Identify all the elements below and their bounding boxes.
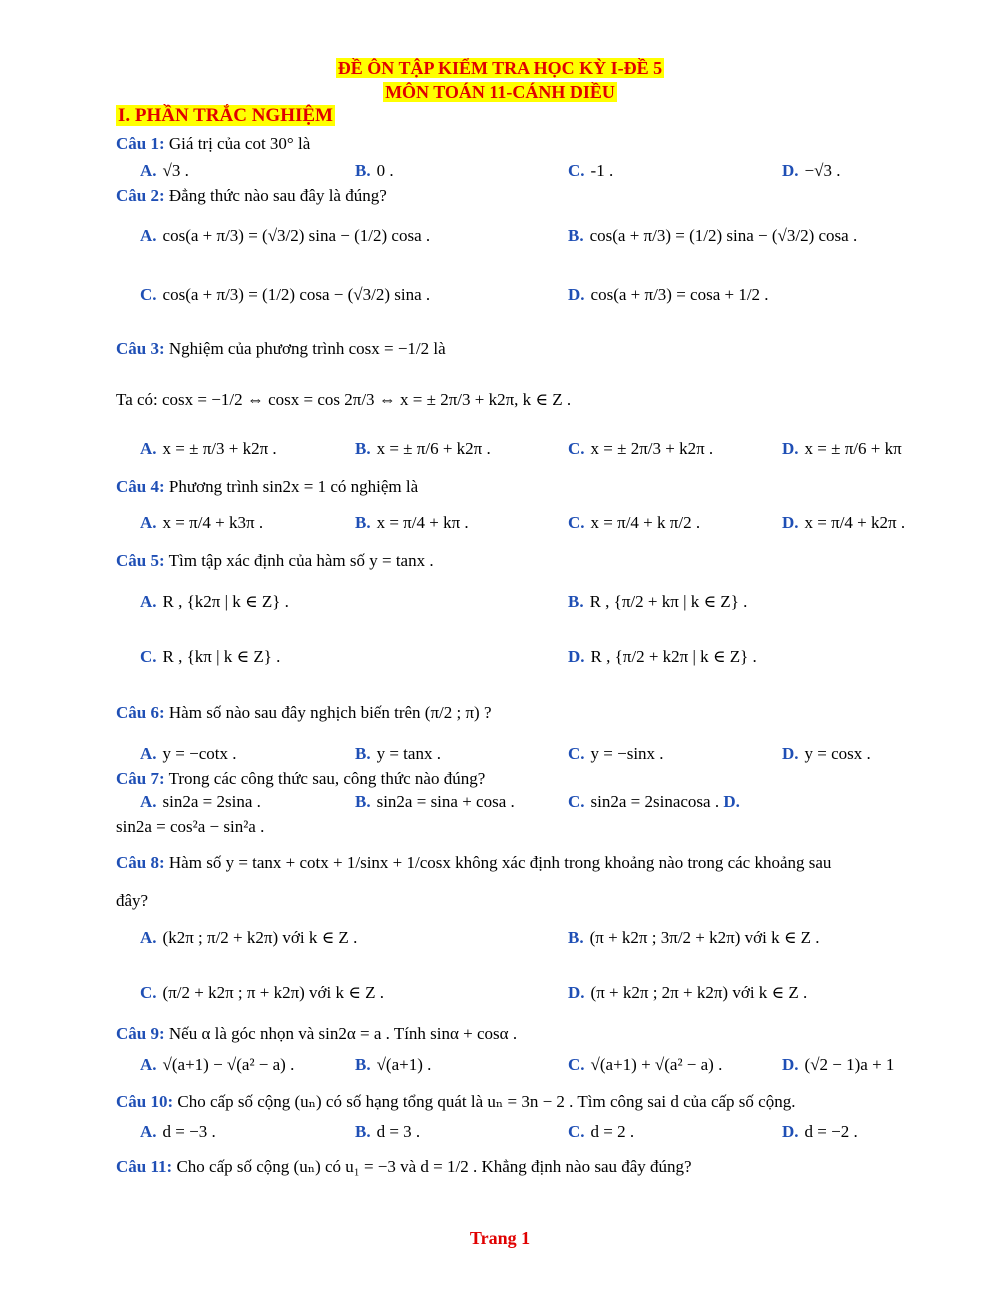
q4-option-c[interactable]: C. x = π/4 + k π/2 .: [568, 513, 701, 532]
q6-option-d[interactable]: D. y = cosx .: [782, 744, 871, 763]
q6-option-c[interactable]: C. y = −sinx .: [568, 744, 664, 763]
question-9: Câu 9: Nếu α là góc nhọn và sin2α = a . Tính sinα + cosα .: [116, 1024, 518, 1043]
question-11: Câu 11: Cho cấp số cộng (uₙ) có u₁ = −3 và d = 1/2 . Khẳng định nào sau đây đúng?: [116, 1157, 692, 1176]
q4-option-d[interactable]: D. x = π/4 + k2π .: [782, 513, 906, 532]
q10-option-b[interactable]: B. d = 3 .: [355, 1122, 421, 1141]
q3-option-a[interactable]: A. x = ± π/3 + k2π .: [140, 439, 277, 458]
q2-option-a[interactable]: A. cos(a + π/3) = (√3/2) sina − (1/2) cosa .: [140, 226, 431, 245]
q7-option-d[interactable]: sin2a = cos²a − sin²a .: [116, 817, 265, 836]
q2-option-d[interactable]: D. cos(a + π/3) = cosa + 1/2 .: [568, 285, 769, 304]
q9-option-a[interactable]: A. √(a+1) − √(a² − a) .: [140, 1055, 295, 1074]
question-1: Câu 1: Giá trị của cot 30° là: [116, 134, 311, 153]
q6-option-a[interactable]: A. y = −cotx .: [140, 744, 237, 763]
q7-option-a[interactable]: A. sin2a = 2sina .: [140, 792, 261, 811]
question-7: Câu 7: Trong các công thức sau, công thức nào đúng?: [116, 769, 486, 788]
q5-option-d[interactable]: D. R , {π/2 + k2π | k ∈ Z} .: [568, 647, 757, 666]
q2-option-c[interactable]: C. cos(a + π/3) = (1/2) cosa − (√3/2) sina .: [140, 285, 431, 304]
q3-option-d[interactable]: D. x = ± π/6 + kπ: [782, 439, 902, 458]
q7-option-c[interactable]: C. sin2a = 2sinacosa . D.: [568, 792, 740, 811]
question-5: Câu 5: Tìm tập xác định của hàm số y = tanx .: [116, 551, 434, 570]
q3-solution: Ta có: cosx = −1/2 ⇔ cosx = cos 2π/3 ⇔ x = ± 2π/3 + k2π, k ∈ Z .: [116, 390, 572, 409]
q1-option-a[interactable]: A. √3 .: [140, 161, 189, 180]
question-6: Câu 6: Hàm số nào sau đây nghịch biến trên (π/2 ; π) ?: [116, 703, 492, 722]
question-4: Câu 4: Phương trình sin2x = 1 có nghiệm là: [116, 477, 419, 496]
section-title: I. PHẦN TRẮC NGHIỆM: [118, 105, 333, 126]
q3-option-b[interactable]: B. x = ± π/6 + k2π .: [355, 439, 491, 458]
q8-option-a[interactable]: A. (k2π ; π/2 + k2π) với k ∈ Z .: [140, 928, 358, 947]
q10-option-c[interactable]: C. d = 2 .: [568, 1122, 635, 1141]
q1-option-d[interactable]: D. −√3 .: [782, 161, 841, 180]
q7-option-d-label[interactable]: D.: [723, 792, 740, 811]
q9-option-c[interactable]: C. √(a+1) + √(a² − a) .: [568, 1055, 723, 1074]
question-10: Câu 10: Cho cấp số cộng (uₙ) có số hạng tổng quát là uₙ = 3n − 2 . Tìm công sai d của cấp số cộng.: [116, 1092, 796, 1111]
header-title: ĐỀ ÔN TẬP KIỂM TRA HỌC KỲ I-ĐỀ 5: [337, 58, 663, 78]
header-subtitle: MÔN TOÁN 11-CÁNH DIỀU: [385, 82, 615, 102]
question-3: Câu 3: Nghiệm của phương trình cosx = −1/2 là: [116, 339, 446, 358]
page-number: Trang 1: [469, 1228, 531, 1248]
q10-option-d[interactable]: D. d = −2 .: [782, 1122, 858, 1141]
q10-option-a[interactable]: A. d = −3 .: [140, 1122, 216, 1141]
q8-option-c[interactable]: C. (π/2 + k2π ; π + k2π) với k ∈ Z .: [140, 983, 384, 1002]
q6-option-b[interactable]: B. y = tanx .: [355, 744, 441, 763]
q3-option-c[interactable]: C. x = ± 2π/3 + k2π .: [568, 439, 714, 458]
q4-option-b[interactable]: B. x = π/4 + kπ .: [355, 513, 469, 532]
q8-option-b[interactable]: B. (π + k2π ; 3π/2 + k2π) với k ∈ Z .: [568, 928, 820, 947]
q9-option-b[interactable]: B. √(a+1) .: [355, 1055, 432, 1074]
question-8-cont: đây?: [116, 891, 149, 910]
q5-option-a[interactable]: A. R , {k2π | k ∈ Z} .: [140, 592, 289, 611]
q2-option-b[interactable]: B. cos(a + π/3) = (1/2) sina − (√3/2) cosa .: [568, 226, 858, 245]
q1-option-b[interactable]: B. 0 .: [355, 161, 394, 180]
q4-option-a[interactable]: A. x = π/4 + k3π .: [140, 513, 264, 532]
q7-option-b[interactable]: B. sin2a = sina + cosa .: [355, 792, 515, 811]
question-8: Câu 8: Hàm số y = tanx + cotx + 1/sinx + 1/cosx không xác định trong khoảng nào trong các khoảng sau: [116, 853, 832, 872]
question-2: Câu 2: Đẳng thức nào sau đây là đúng?: [116, 186, 387, 205]
q5-option-b[interactable]: B. R , {π/2 + kπ | k ∈ Z} .: [568, 592, 748, 611]
q1-option-c[interactable]: C. -1 .: [568, 161, 614, 180]
q8-option-d[interactable]: D. (π + k2π ; 2π + k2π) với k ∈ Z .: [568, 983, 808, 1002]
q9-option-d[interactable]: D. (√2 − 1)a + 1: [782, 1055, 895, 1074]
q5-option-c[interactable]: C. R , {kπ | k ∈ Z} .: [140, 647, 281, 666]
